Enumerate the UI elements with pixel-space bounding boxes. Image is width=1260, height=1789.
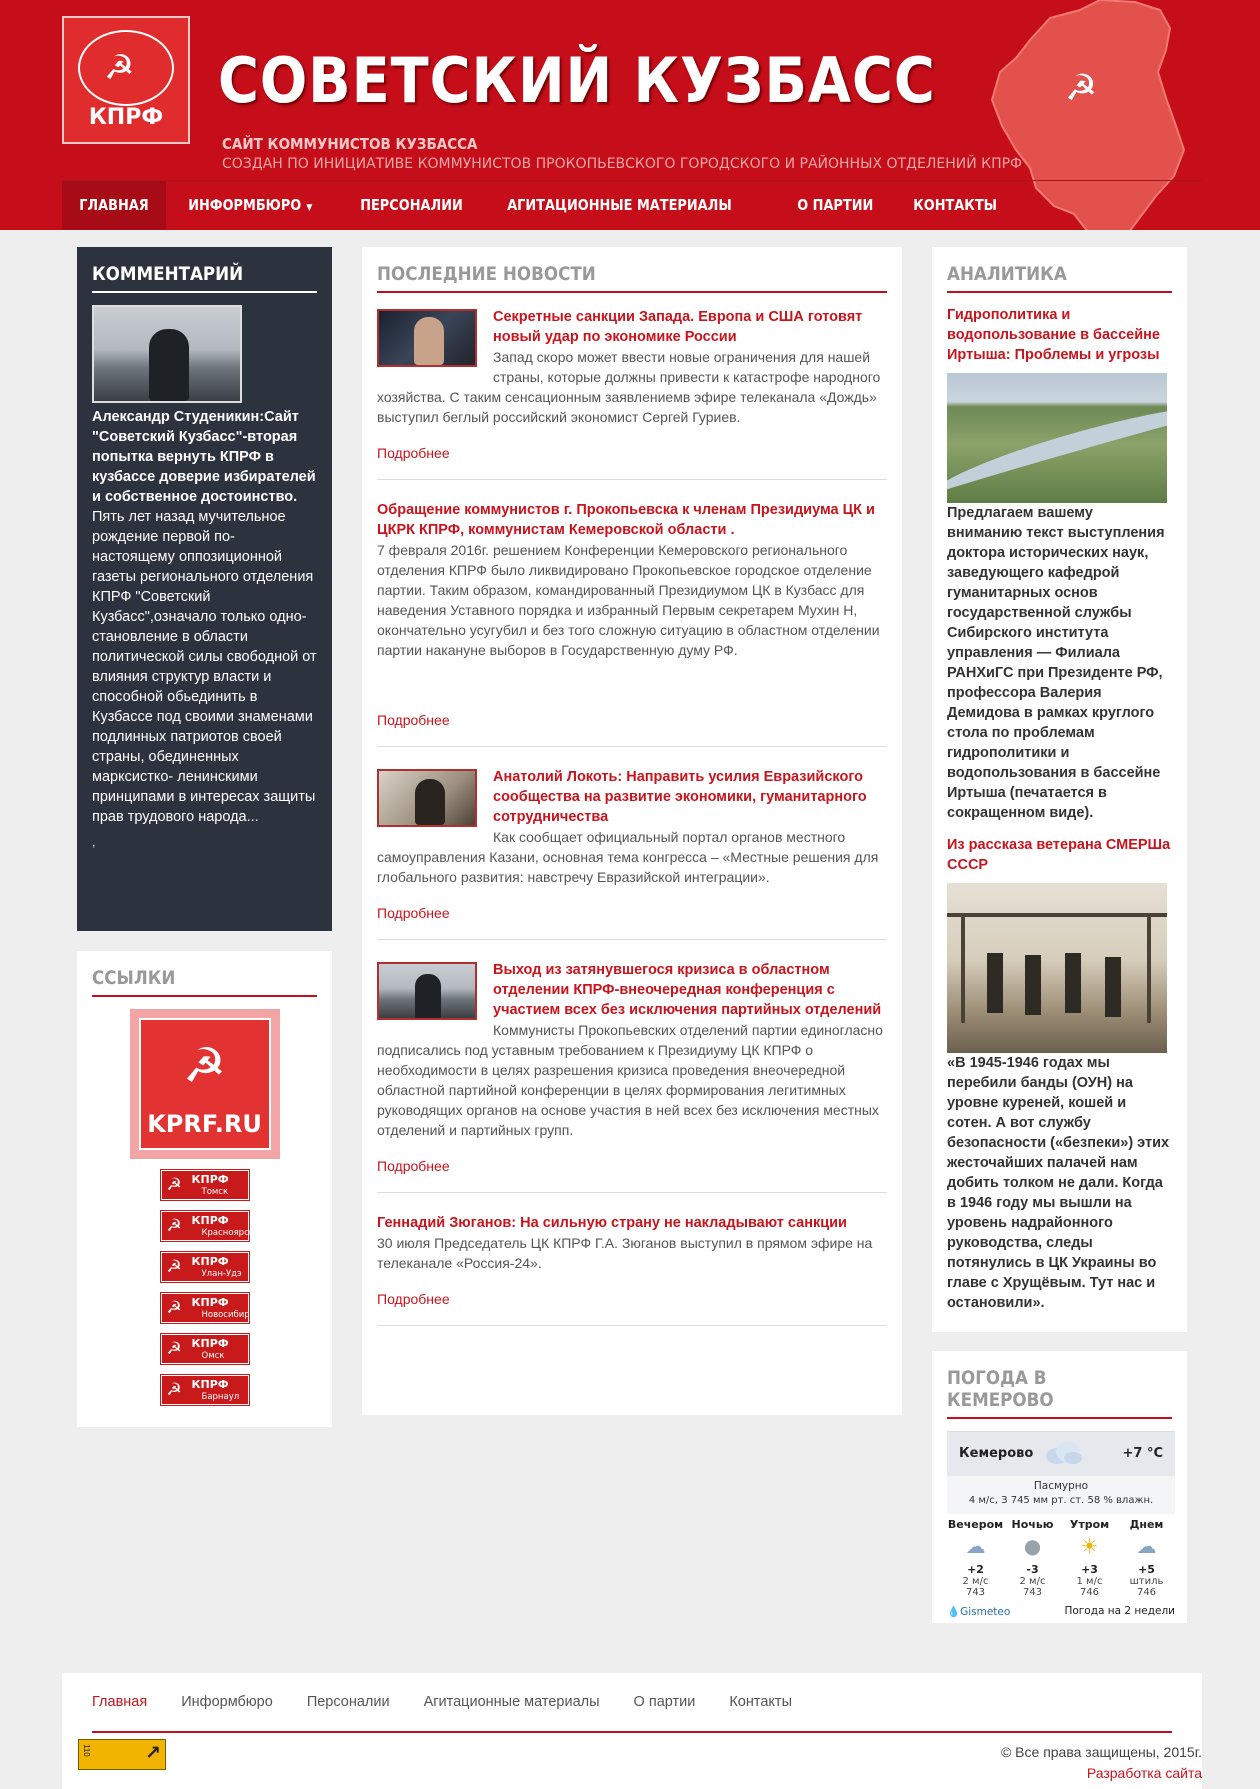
hammer-sickle-icon: ☭ — [166, 1257, 182, 1276]
period-name: Днем — [1129, 1518, 1164, 1531]
branch-link-ulan-ude[interactable] — [161, 1252, 249, 1282]
footer-nav-agitation[interactable]: Агитационные материалы — [423, 1694, 600, 1710]
news-excerpt: Запад скоро может ввести новые ограничения для нашей страны, которые должны привести к катастрофе народного хозяйства. С таким сенсационным заявлениемв эфире телеканала «Дождь» выступил беглый российский экономист Сергей Гуриев. — [377, 349, 881, 425]
branch-label: КПРФ — [191, 1173, 229, 1186]
news-title-link[interactable]: Анатолий Локоть: Направить усилия Евразийского сообщества на развитие экономики, гуманитарного сотрудничества — [493, 769, 867, 825]
weather-desc: Пасмурно — [1033, 1480, 1089, 1492]
sun-cloud-icon: ☀ — [1080, 1534, 1099, 1558]
read-more-link[interactable]: Подробнее — [377, 1158, 450, 1174]
logo-text: КПРФ — [88, 105, 164, 130]
news-item — [377, 480, 887, 747]
branch-link-barnaul[interactable] — [161, 1375, 249, 1405]
comment-panel — [77, 247, 332, 931]
comment-title: КОММЕНТАРИЙ — [92, 263, 317, 293]
arrow-icon: ↗ — [145, 1743, 161, 1764]
site-title: СОВЕТСКИЙ КУЗБАСС — [218, 44, 936, 117]
comment-headline[interactable]: Александр Студеникин:Сайт "Советский Кузбасс"-вторая попытка вернуть КПРФ в кузбассе доверие избирателей и собственное достоинство. — [92, 409, 316, 505]
news-item — [377, 747, 887, 940]
period-pressure: 743 — [1022, 1587, 1043, 1598]
period-wind: 2 м/с — [1019, 1576, 1046, 1587]
counter-value: 110 — [82, 1744, 91, 1757]
branch-link-omsk[interactable] — [161, 1334, 249, 1364]
news-item — [377, 1193, 887, 1326]
analytics-panel — [932, 247, 1187, 1332]
period-temp: +3 — [1081, 1563, 1098, 1576]
read-more-link[interactable]: Подробнее — [377, 1291, 450, 1307]
chevron-down-icon: ▼ — [306, 203, 313, 213]
news-title-link[interactable]: Геннадий Зюганов: На сильную страну не накладывают санкции — [377, 1215, 847, 1231]
branch-city: Омск — [201, 1351, 225, 1361]
branch-label: КПРФ — [191, 1337, 229, 1350]
hammer-sickle-icon: ☭ — [166, 1216, 182, 1235]
site-description: СОЗДАН ПО ИНИЦИАТИВЕ КОММУНИСТОВ ПРОКОПЬЕВСКОГО ГОРОДСКОГО И РАЙОННЫХ ОТДЕЛЕНИЙ КПРФ — [222, 156, 1023, 172]
news-item — [377, 940, 887, 1193]
period-pressure: 743 — [965, 1587, 986, 1598]
news-excerpt: 30 июля Председатель ЦК КПРФ Г.А. Зюганов выступил в прямом эфире на телеканале «Россия-24». — [377, 1235, 873, 1271]
weather-title: ПОГОДА В КЕМЕРОВО — [947, 1367, 1172, 1419]
branch-label: КПРФ — [191, 1378, 229, 1391]
branch-city: Улан-Удэ — [201, 1269, 242, 1279]
kprf-logo[interactable]: ☭ КПРФ — [62, 16, 190, 144]
weather-panel — [932, 1351, 1187, 1623]
news-panel — [362, 247, 902, 1415]
nav-contacts[interactable]: КОНТАКТЫ — [913, 196, 998, 214]
cloud-icon: ☁ — [1136, 1534, 1157, 1558]
analytics-excerpt: «В 1945-1946 годах мы перебили банды (ОУН) на уровне куреней, кошей и сотен. А вот службу безопасности («безпеки») этих жесточайших палачей нам добить толком не дали. Когда в 1946 году мы вышли на уровень надрайонного руководства, следы потянулись в ЦК Украины во главе с Хрущёвым. Тут нас и остановили». — [947, 1055, 1170, 1311]
weather-temp: +7 °C — [1122, 1446, 1163, 1461]
irtysh-river-image[interactable] — [947, 373, 1167, 503]
svg-text:☭: ☭ — [1065, 68, 1098, 109]
comment-text: Пять лет назад мучительное рождение первой по-настоящему оппозиционной газеты регионального отделения КПРФ "Советский Кузбасс",означало только одно-становление в области политической силы свободной от влияния структур власти и способной обьединить в Кузбассе под своими знаменами подлинных патриотов своей страны, обединенных марксистко- ленинскими принципами в интересах защиты прав трудового народа... — [92, 509, 317, 825]
news-excerpt: Как сообщает официальный портал органов местного самоуправления Казани, основная тема конгресса – «Местные решения для глобального развития: навстречу Евразийской интеграции». — [377, 829, 879, 885]
nav-about-party[interactable]: О ПАРТИИ — [796, 196, 873, 214]
branch-city: Красноярск — [201, 1228, 254, 1238]
moon-icon: ● — [1023, 1534, 1042, 1558]
footer-nav-home[interactable]: Главная — [92, 1694, 148, 1710]
nav-personalities[interactable]: ПЕРСОНАЛИИ — [360, 196, 463, 214]
branch-city: Новосибирск — [201, 1310, 260, 1320]
footer-nav-personalities[interactable]: Персоналии — [306, 1694, 390, 1710]
footer-nav — [92, 1673, 1172, 1733]
branch-city: Барнаул — [201, 1392, 240, 1402]
copyright: © Все права защищены, 2015г. — [1000, 1744, 1202, 1760]
hammer-sickle-icon: ☭ — [166, 1175, 182, 1194]
nav-agitation[interactable]: АГИТАЦИОННЫЕ МАТЕРИАЛЫ — [507, 196, 733, 214]
period-pressure: 746 — [1079, 1587, 1100, 1598]
period-pressure: 746 — [1136, 1587, 1157, 1598]
weather-period — [1061, 1514, 1118, 1598]
comment-tail: , — [92, 835, 96, 849]
period-wind: 2 м/с — [962, 1576, 989, 1587]
hammer-sickle-icon: ☭ — [166, 1298, 182, 1317]
weather-period — [1004, 1514, 1061, 1598]
branch-label: КПРФ — [191, 1255, 229, 1268]
weather-city: Кемерово — [959, 1446, 1034, 1461]
comment-author-photo[interactable] — [92, 305, 242, 403]
nav-informburo-label: ИНФОРМБЮРО — [187, 196, 302, 214]
analytics-title: АНАЛИТИКА — [947, 263, 1172, 293]
kprf-ru-label: KPRF.RU — [147, 1110, 262, 1138]
read-more-link[interactable]: Подробнее — [377, 445, 450, 461]
period-temp: -3 — [1026, 1563, 1039, 1576]
branch-label: КПРФ — [191, 1296, 229, 1309]
liveinternet-counter[interactable] — [78, 1739, 166, 1770]
news-excerpt: Коммунисты Прокопьевских отделений партии единогласно подписались под уставным требованием к Президиуму ЦК КПРФ о необходимости в целях разрешения кризиса проведения внеочередной областной партийной конференции в целях формирования легитимных руководящих органов на основе участия в ней всех без исключения местных отделений и партийных групп. — [377, 1022, 883, 1138]
main-nav — [62, 181, 1021, 230]
site-subtitle: САЙТ КОММУНИСТОВ КУЗБАССА — [222, 135, 478, 153]
cloud-night-icon: ☁ — [965, 1534, 986, 1558]
analytics-title-link[interactable]: Из рассказа ветерана СМЕРШа СССР — [947, 837, 1171, 873]
links-panel — [77, 951, 332, 1427]
branch-label: КПРФ — [191, 1214, 229, 1227]
smersh-photo[interactable] — [947, 883, 1167, 1053]
hammer-sickle-icon: ☭ — [166, 1380, 182, 1399]
news-title-link[interactable]: Секретные санкции Запада. Европа и США готовят новый удар по экономике России — [493, 309, 863, 345]
kprf-ru-banner[interactable] — [130, 1009, 280, 1159]
site-header — [0, 0, 1260, 230]
nav-informburo[interactable] — [171, 181, 330, 230]
weather-details: 4 м/с, З 745 мм рт. ст. 58 % влажн. — [968, 1495, 1154, 1506]
analytics-title-link[interactable]: Гидрополитика и водопользование в бассейне Иртыша: Проблемы и угрозы — [947, 307, 1160, 363]
branch-city: Томск — [201, 1187, 229, 1197]
read-more-link[interactable]: Подробнее — [377, 905, 450, 921]
nav-home[interactable]: ГЛАВНАЯ — [62, 181, 166, 230]
analytics-excerpt: Предлагаем вашему вниманию текст выступления доктора исторических наук, заведующего кафедрой гуманитарных основ государственной службы Сибирского института управления — Филиала РАНХиГС при Президенте РФ, профессора Валерия Демидова в рамках круглого стола по проблемам гидрополитики и водопользования в бассейне Иртыша (печатается в сокращенном виде). — [947, 505, 1165, 821]
weather-period — [1118, 1514, 1175, 1598]
news-thumbnail[interactable] — [377, 309, 477, 367]
branch-link-tomsk[interactable] — [161, 1170, 249, 1200]
period-temp: +2 — [967, 1563, 984, 1576]
period-name: Вечером — [947, 1518, 1004, 1531]
gismeteo-link[interactable] — [947, 1605, 1010, 1618]
hammer-sickle-icon: ☭ — [166, 1339, 182, 1358]
weather-widget[interactable] — [947, 1431, 1175, 1598]
developer-link[interactable]: Разработка сайта — [1086, 1765, 1202, 1781]
news-title-link[interactable]: Выход из затянувшегося кризиса в областном отделении КПРФ-внеочередная конференция с участием всех без исключения партийных отделений — [493, 962, 882, 1018]
footer-nav-contacts[interactable]: Контакты — [729, 1694, 792, 1710]
forecast-2weeks-link[interactable]: Погода на 2 недели — [1064, 1605, 1175, 1617]
links-title: ССЫЛКИ — [92, 967, 317, 997]
cloud-icon — [1043, 1440, 1083, 1466]
news-excerpt: 7 февраля 2016г. решением Конференции Кемеровского регионального отделения КПРФ было ликвидировано Прокопьевское городское отделение партии. Таким образом, командированный Президиумом ЦК в Кузбасс для наведения Уставного порядка и избранный Первым секретарем Мухин Н, окончательно усугубил и без того сложную ситуацию в областном отделении партии накануне выборов в Государственную думу РФ. — [377, 542, 880, 658]
period-wind: штиль — [1129, 1576, 1164, 1587]
period-name: Утром — [1069, 1518, 1110, 1531]
news-thumbnail[interactable] — [377, 962, 477, 1020]
news-item — [377, 293, 887, 480]
footer-nav-informburo[interactable]: Информбюро — [181, 1694, 273, 1710]
weather-period — [947, 1514, 1004, 1598]
period-wind: 1 м/с — [1076, 1576, 1103, 1587]
gismeteo-icon: 💧 — [947, 1606, 961, 1618]
branch-link-novosibirsk[interactable] — [161, 1293, 260, 1323]
hammer-sickle-icon: ☭ — [182, 1040, 227, 1093]
news-title: ПОСЛЕДНИЕ НОВОСТИ — [377, 263, 887, 293]
read-more-link[interactable]: Подробнее — [377, 712, 450, 728]
footer-nav-about-party[interactable]: О партии — [633, 1694, 696, 1710]
period-name: Ночью — [1011, 1518, 1054, 1531]
news-thumbnail[interactable] — [377, 769, 477, 827]
branch-link-krasnoyarsk[interactable] — [161, 1211, 254, 1241]
gismeteo-label: Gismeteo — [960, 1606, 1011, 1618]
site-footer — [62, 1673, 1202, 1789]
period-temp: +5 — [1138, 1563, 1155, 1576]
news-title-link[interactable]: Обращение коммунистов г. Прокопьевска к членам Президиума ЦК и ЦКРК КПРФ, коммунистам Кемеровской области . — [377, 502, 875, 538]
